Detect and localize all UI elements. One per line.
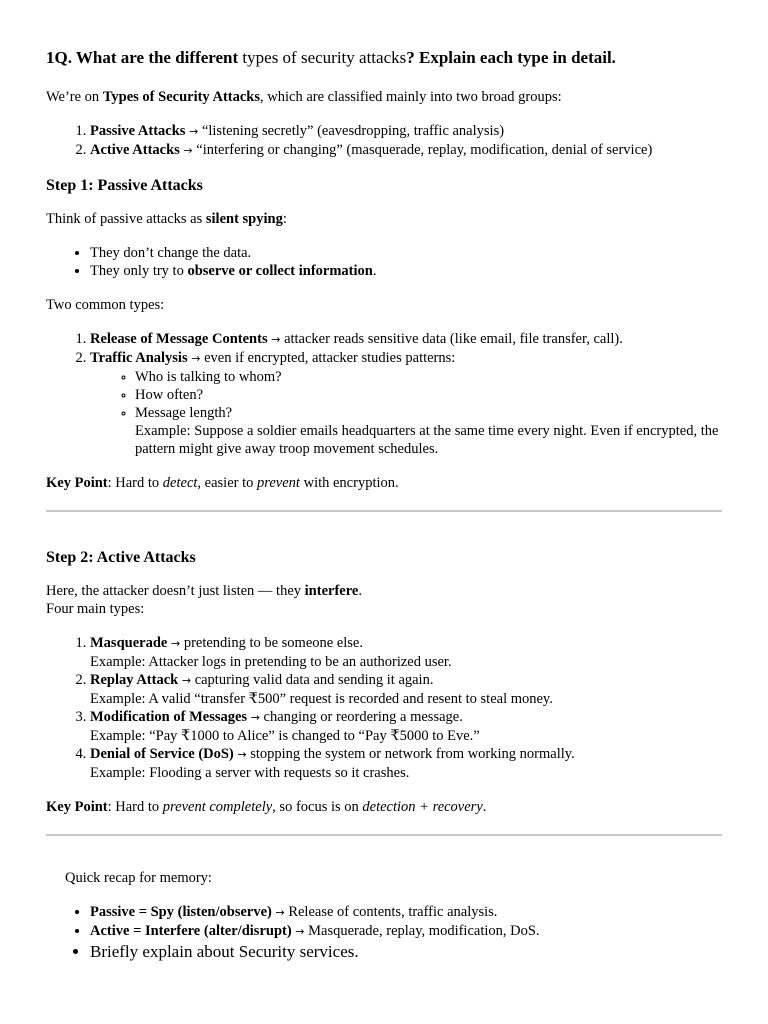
arrow-icon: → <box>183 144 193 157</box>
intro-paragraph: We’re on Types of Security Attacks, which are classified mainly into two broad groups: <box>46 89 562 105</box>
list-item: 2. Replay Attack → capturing valid data and sending it again. Example: A valid “transfer ₹500” request is recorded and resent to steal money. <box>90 671 722 708</box>
list-item: • Briefly explain about Security services. <box>90 941 722 963</box>
divider <box>46 834 722 836</box>
step1-heading: Step 1: Passive Attacks <box>46 177 203 194</box>
example-text: Example: A valid “transfer ₹500” request is recorded and resent to steal money. <box>90 691 553 707</box>
list-item: • They don’t change the data. <box>90 244 722 262</box>
arrow-icon: → <box>170 637 181 650</box>
example-text: Example: Flooding a server with requests so it crashes. <box>90 765 410 781</box>
step1-key-point: Key Point: Hard to detect, easier to prevent with encryption. <box>46 475 399 491</box>
attack-groups-list <box>46 122 722 160</box>
list-item: 1. Release of Message Contents → attacker reads sensitive data (like email, file transfer, call). <box>90 330 722 349</box>
active-types-list <box>46 634 722 782</box>
example-text: Example: Attacker logs in pretending to be an authorized user. <box>90 654 452 670</box>
list-item: 1. Masquerade → pretending to be someone else. Example: Attacker logs in pretending to be an authorized user. <box>90 634 722 671</box>
arrow-icon: → <box>181 674 192 687</box>
divider <box>46 510 722 512</box>
list-item: 2. Traffic Analysis → even if encrypted, attacker studies patterns: ◦ Who is talking to whom? ◦ How often? ◦ Message length? Example: Suppose a soldier emails headquarters at the same time every night. Even if encrypted, the pattern might give away troop movement schedules. <box>90 349 722 458</box>
example-text: Example: “Pay ₹1000 to Alice” is changed to “Pay ₹5000 to Eve.” <box>90 728 480 744</box>
passive-types-list <box>46 330 722 458</box>
step1-types-intro: Two common types: <box>46 297 165 313</box>
list-item: 2. Active Attacks → “interfering or changing” (masquerade, replay, modification, denial of service) <box>90 141 722 160</box>
recap-list <box>46 903 722 963</box>
question-title: 1Q. What are the different types of security attacks? Explain each type in detail. <box>46 48 616 67</box>
step2-key-point: Key Point: Hard to prevent completely, so focus is on detection + recovery. <box>46 799 487 815</box>
arrow-icon: → <box>189 125 199 138</box>
step2-here: Here, the attacker doesn’t just listen — they interfere. Four main types: <box>46 583 362 617</box>
step2-heading: Step 2: Active Attacks <box>46 549 196 566</box>
list-item: ◦ Who is talking to whom? <box>135 368 722 386</box>
arrow-icon: → <box>250 711 260 724</box>
list-item: 4. Denial of Service (DoS) → stopping the system or network from working normally. Example: Flooding a server with requests so it crashes. <box>90 745 722 782</box>
passive-traits-list <box>46 244 722 280</box>
step1-think: Think of passive attacks as silent spying: <box>46 211 287 227</box>
list-item: 1. Passive Attacks → “listening secretly” (eavesdropping, traffic analysis) <box>90 122 722 141</box>
list-item: • Passive = Spy (listen/observe) → Release of contents, traffic analysis. <box>90 903 722 922</box>
list-item: 3. Modification of Messages → changing or reordering a message. Example: “Pay ₹1000 to Alice” is changed to “Pay ₹5000 to Eve.” <box>90 708 722 745</box>
example-text: Example: Suppose a soldier emails headquarters at the same time every night. Even if encrypted, the pattern might give away troop movement schedules. <box>135 423 719 457</box>
list-item: • They only try to observe or collect information. <box>90 262 722 280</box>
traffic-patterns-list <box>90 368 722 458</box>
list-item: ◦ How often? <box>135 386 722 404</box>
arrow-icon: → <box>295 925 305 938</box>
arrow-icon: → <box>237 748 247 761</box>
arrow-icon: → <box>191 352 201 365</box>
list-item: ◦ Message length? Example: Suppose a soldier emails headquarters at the same time every night. Even if encrypted, the pattern might give away troop movement schedules. <box>135 404 722 458</box>
recap-heading: Quick recap for memory: <box>65 870 212 886</box>
arrow-icon: → <box>275 906 285 919</box>
arrow-icon: → <box>271 333 281 346</box>
list-item: • Active = Interfere (alter/disrupt) → Masquerade, replay, modification, DoS. <box>90 922 722 941</box>
